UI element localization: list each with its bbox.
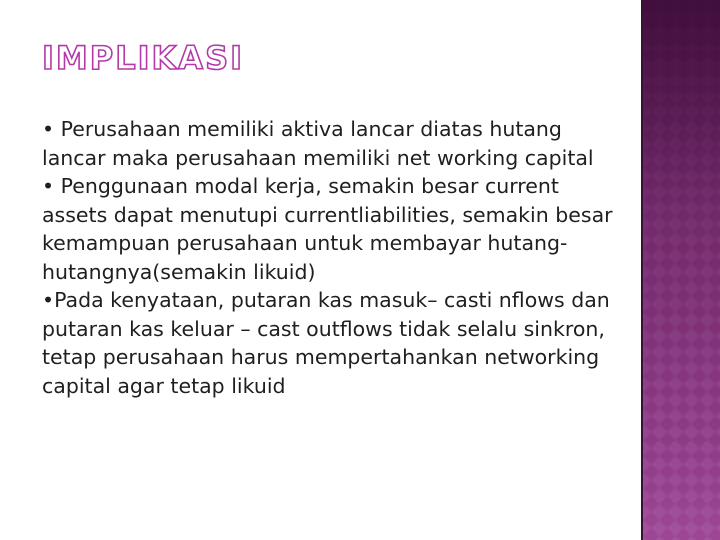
bullet-3: •Pada kenyataan, putaran kas masuk– casti nflows dan putaran kas keluar – cast outflows tidak selalu sinkron, tetap perusahaan harus mempertahankan networking capital agar tetap likuid [42,288,610,398]
slide-body [42,115,617,400]
decorative-side-band [641,0,720,540]
bullet-2: • Penggunaan modal kerja, semakin besar current assets dapat menutupi currentliabilities, semakin besar kemampuan perusahaan untuk membayar hutang-hutangnya(semakin likuid) [42,174,613,284]
bullet-1: • Perusahaan memiliki aktiva lancar diatas hutang lancar maka perusahaan memiliki net working capital [42,117,594,170]
side-band-gradient [643,0,720,540]
slide-title: IMPLIKASI [42,39,245,77]
